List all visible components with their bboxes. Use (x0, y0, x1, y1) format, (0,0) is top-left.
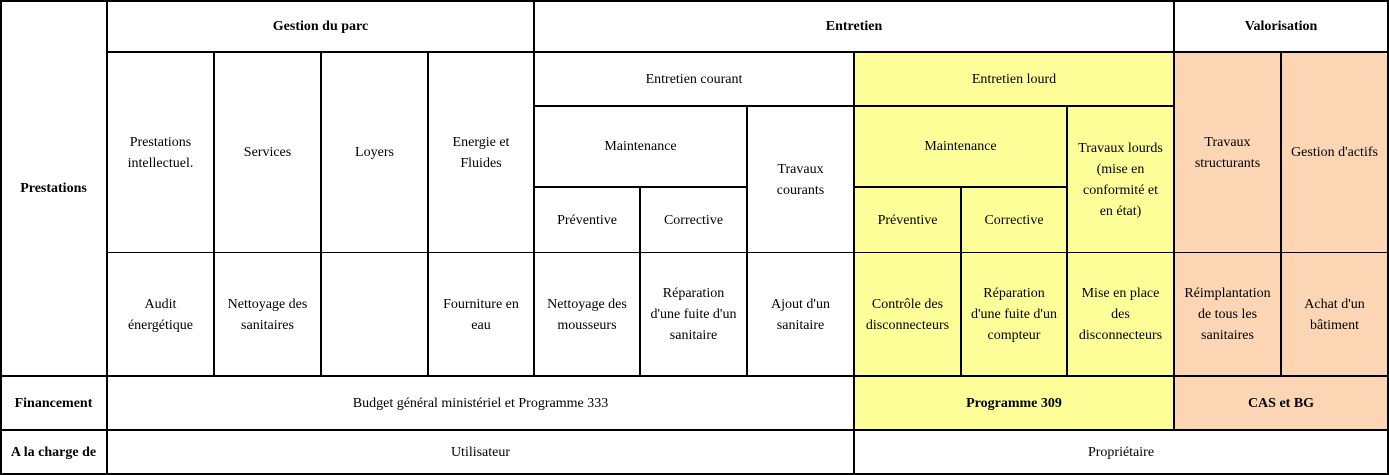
category-services: Services (243, 145, 292, 160)
grid-line (427, 52, 429, 376)
financement-programme-309: Programme 309 (854, 376, 1174, 430)
grid-line (853, 52, 855, 475)
grid-line (213, 52, 215, 376)
grid-line (639, 187, 641, 376)
example-reparation-fuite-compteur: Réparation d'une fuite d'un compteur (961, 253, 1067, 376)
subheader-maintenance-courant: Maintenance (604, 139, 677, 154)
grid-line (106, 0, 108, 475)
grid-line (320, 52, 322, 376)
subheader-travaux-courants: Travaux courants (776, 161, 825, 198)
example-nettoyage-mousseurs: Nettoyage des mousseurs (547, 296, 627, 333)
row-label-prestations: Prestations (20, 180, 87, 196)
grid-line (107, 51, 1389, 53)
group-header-entretien: Entretien (825, 18, 883, 34)
example-mise-en-place-disconnecteurs: Mise en place des disconnecteurs (1067, 253, 1174, 376)
financement-budget-general: Budget général ministériel et Programme 333 (352, 395, 609, 411)
group-header-gestion-du-parc: Gestion du parc (272, 18, 369, 34)
grid-line (0, 375, 1389, 377)
example-achat-batiment: Achat d'un bâtiment (1281, 253, 1388, 376)
example-fourniture-eau: Fourniture en eau (443, 296, 519, 333)
category-prestations-intellectuelles: Prestations intellectuel. (127, 134, 194, 171)
row-label-charge: A la charge de (10, 444, 97, 460)
group-header-valorisation: Valorisation (1244, 18, 1318, 34)
subheader-entretien-lourd: Entretien lourd (854, 52, 1174, 106)
category-preventive-lourd: Préventive (854, 187, 961, 253)
grid-line (1280, 52, 1282, 376)
category-gestion-actifs: Gestion d'actifs (1281, 52, 1388, 253)
category-corrective-lourd: Corrective (961, 187, 1067, 253)
border-top (0, 0, 1389, 2)
example-controle-disconnecteurs: Contrôle des disconnecteurs (854, 253, 961, 376)
grid-line (533, 0, 535, 376)
grid-line (1066, 106, 1068, 376)
example-reimplantation-sanitaires: Réimplantation de tous les sanitaires (1174, 253, 1281, 376)
subheader-travaux-lourds: Travaux lourds (mise en conformité et en état) (1067, 106, 1174, 253)
category-energie-fluides: Energie et Fluides (452, 134, 510, 171)
row-label-financement: Financement (14, 395, 93, 411)
grid-line (107, 252, 1389, 253)
grid-line (1173, 0, 1175, 430)
border-left (0, 0, 2, 475)
example-audit-energetique: Audit énergétique (127, 296, 194, 333)
category-preventive-courant: Préventive (557, 212, 617, 228)
example-nettoyage-sanitaires: Nettoyage des sanitaires (227, 296, 308, 333)
category-travaux-structurants: Travaux structurants (1174, 52, 1281, 253)
grid-line (746, 106, 748, 376)
example-reparation-fuite-sanitaire: Réparation d'une fuite d'un sanitaire (650, 286, 737, 343)
example-loyers-empty (321, 253, 428, 376)
charge-utilisateur: Utilisateur (450, 444, 511, 460)
financement-cas-bg: CAS et BG (1174, 376, 1388, 430)
charge-proprietaire: Propriétaire (1087, 444, 1155, 460)
subheader-maintenance-lourd: Maintenance (854, 106, 1067, 187)
category-loyers: Loyers (355, 145, 394, 160)
grid-line (960, 187, 962, 376)
example-ajout-sanitaire: Ajout d'un sanitaire (771, 296, 830, 333)
category-corrective-courant: Corrective (663, 212, 724, 228)
grid-line (0, 429, 1389, 431)
subheader-entretien-courant: Entretien courant (645, 71, 743, 87)
